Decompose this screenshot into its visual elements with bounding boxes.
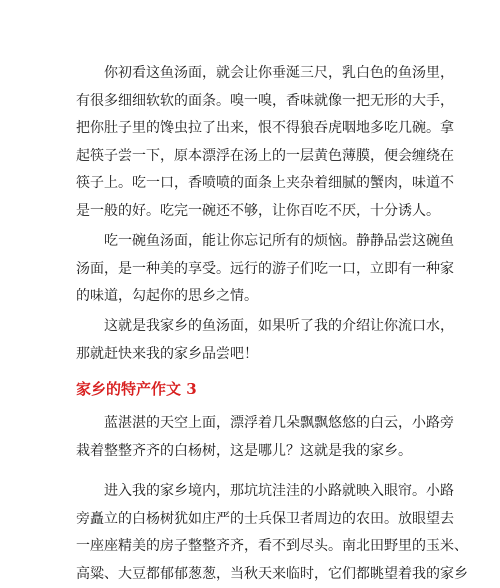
text-line: 的味道，勾起你的思乡之情。 bbox=[76, 283, 422, 311]
text-line: 是一般的好。吃完一碗还不够，让你百吃不厌，十分诱人。 bbox=[76, 198, 422, 226]
text-line: 吃一碗鱼汤面，能让你忘记所有的烦恼。静静品尝这碗鱼 bbox=[76, 228, 422, 256]
paragraph-2 bbox=[76, 228, 422, 311]
text-line: 栽着整整齐齐的白杨树，这是哪儿？这就是我的家乡。 bbox=[76, 438, 422, 466]
text-line: 那就赶快来我的家乡品尝吧！ bbox=[76, 341, 422, 369]
paragraph-3 bbox=[76, 313, 422, 368]
text-line: 起筷子尝一下，原本漂浮在汤上的一层黄色薄膜，便会缠绕在 bbox=[76, 143, 422, 171]
paragraph-1 bbox=[76, 60, 422, 225]
paragraph-5 bbox=[76, 478, 422, 588]
text-line: 把你肚子里的馋虫拉了出来，恨不得狼吞虎咽地多吃几碗。拿 bbox=[76, 115, 422, 143]
section-heading: 家乡的特产作文 3 bbox=[76, 377, 197, 401]
text-line: 筷子上。吃一口，香喷喷的面条上夹杂着细腻的蟹肉，味道不 bbox=[76, 170, 422, 198]
text-line: 旁矗立的白杨树犹如庄严的士兵保卫者周边的农田。放眼望去 bbox=[76, 506, 422, 534]
text-line: 汤面，是一种美的享受。远行的游子们吃一口，立即有一种家 bbox=[76, 256, 422, 284]
text-line: 蓝湛湛的天空上面，漂浮着几朵飘飘悠悠的白云，小路旁 bbox=[76, 410, 422, 438]
text-line: 高粱、大豆都郁郁葱葱，当秋天来临时，它们都眺望着我的家乡 bbox=[76, 561, 422, 588]
text-line: 进入我的家乡境内，那坑坑洼洼的小路就映入眼帘。小路 bbox=[76, 478, 422, 506]
paragraph-4 bbox=[76, 410, 422, 465]
text-line: 这就是我家乡的鱼汤面，如果听了我的介绍让你流口水， bbox=[76, 313, 422, 341]
text-line: 有很多细细软软的面条。嗅一嗅，香味就像一把无形的大手， bbox=[76, 88, 422, 116]
text-line: 一座座精美的房子整整齐齐，看不到尽头。南北田野里的玉米、 bbox=[76, 533, 422, 561]
text-line: 你初看这鱼汤面，就会让你垂涎三尺，乳白色的鱼汤里， bbox=[76, 60, 422, 88]
